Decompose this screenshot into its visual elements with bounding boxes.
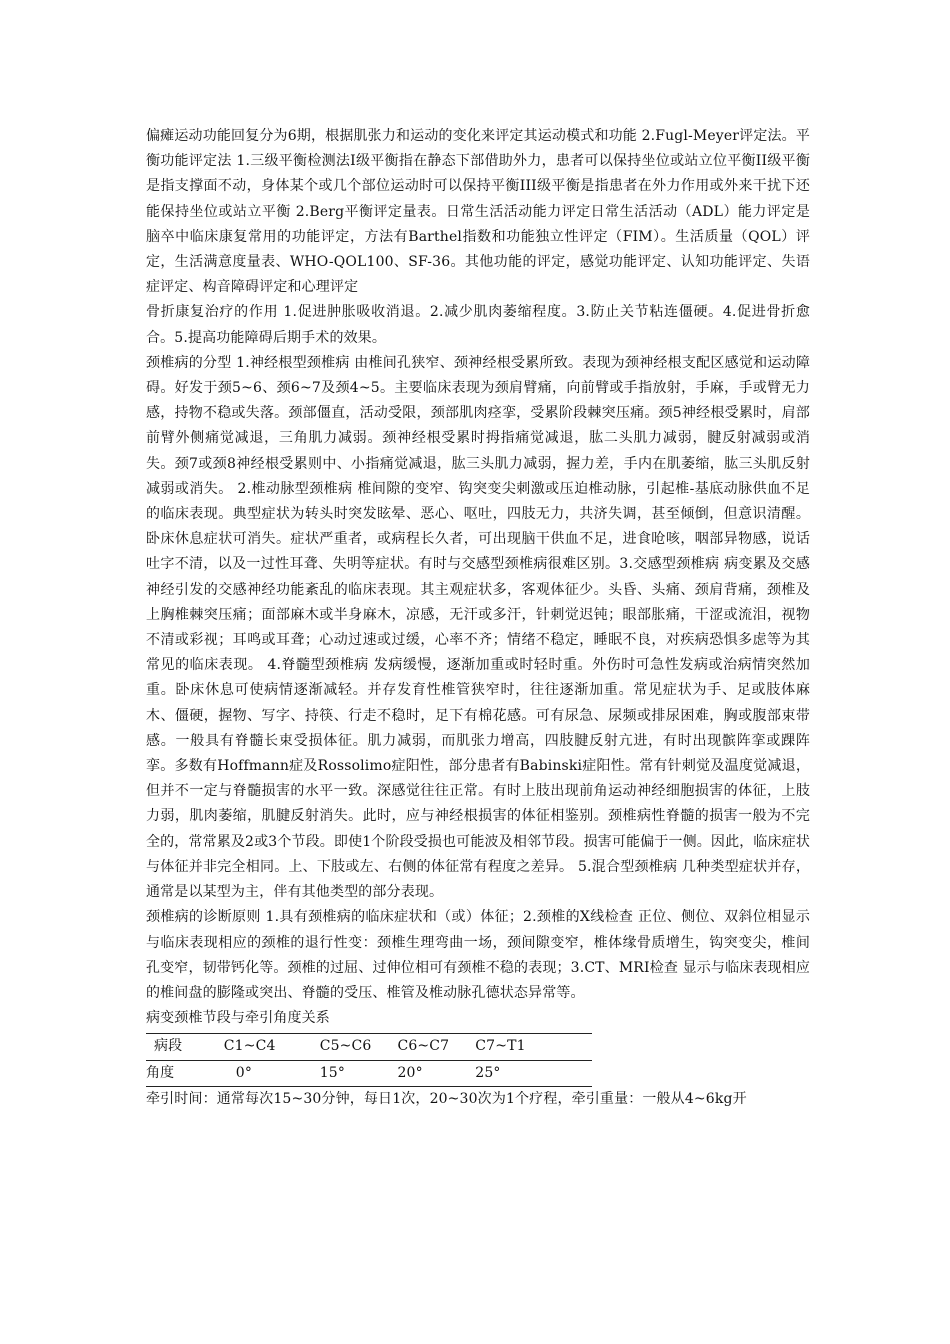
- document-body: [146, 124, 810, 1112]
- table-header-cell: C5~C6: [320, 1034, 398, 1060]
- traction-angle-table: [146, 1033, 592, 1086]
- table-header-cell: 病段: [146, 1034, 224, 1060]
- table-cell: 0°: [224, 1060, 320, 1086]
- paragraph-traction-time: 牵引时间：通常每次15~30分钟，每日1次，20~30次为1个疗程，牵引重量：一般从4~6kg开: [146, 1090, 747, 1107]
- table-cell: 角度: [146, 1060, 224, 1086]
- paragraph-cervical-diagnosis: 颈椎病的诊断原则 1.具有颈椎病的临床症状和（或）体征；2.颈椎的X线检查 正位、侧位、双斜位相显示与临床表现相应的颈椎的退行性变：颈椎生理弯曲一场，颈间隙变窄，椎体缘骨质增生，钩突变尖，椎间孔变窄，韧带钙化等。颈椎的过屈、过伸位相可有颈椎不稳的表现；3.CT、MRI检查 显示与临床表现相应的椎间盘的膨隆或突出、脊髓的受压、椎管及椎动脉孔德状态异常等。: [146, 909, 810, 1001]
- paragraph-rehab-assessment: 偏瘫运动功能回复分为6期，根据肌张力和运动的变化来评定其运动模式和功能 2.Fugl-Meyer评定法。平衡功能评定法 1.三级平衡检测法I级平衡指在静态下部借助外力，患者可以保持坐位或站立位平衡II级平衡是指支撑面不动，身体某个或几个部位运动时可以保持平衡III级平衡是指患者在外力作用或外来干扰下还能保持坐位或站立平衡 2.Berg平衡评定量表。日常生活活动能力评定日常生活活动（ADL）能力评定是脑卒中临床康复常用的功能评定，方法有Barthel指数和功能独立性评定（FIM）。生活质量（QOL）评定，生活满意度量表、WHO-QOL100、SF-36。其他功能的评定，感觉功能评定、认知功能评定、失语症评定、构音障碍评定和心理评定: [146, 128, 810, 296]
- table-row: [146, 1060, 592, 1086]
- table-cell: 20°: [398, 1060, 476, 1086]
- table-header-cell: C1~C4: [224, 1034, 320, 1060]
- paragraph-cervical-types: 颈椎病的分型 1.神经根型颈椎病 由椎间孔狭窄、颈神经根受累所致。表现为颈神经根支配区感觉和运动障碍。好发于颈5~6、颈6~7及颈4~5。主要临床表现为颈肩臂痛，向前臂或手指放射，手麻，手或臂无力感，持物不稳或失落。颈部僵直，活动受限，颈部肌肉痉挛，受累阶段棘突压痛。颈5神经根受累时，肩部前臂外侧痛觉减退，三角肌力减弱。颈神经根受累时拇指痛觉减退，肱二头肌力减弱，腱反射减弱或消失。颈7或颈8神经根受累则中、小指痛觉减退，肱三头肌力减弱，握力差，手内在肌萎缩，肱三头肌反射减弱或消失。 2.椎动脉型颈椎病 椎间隙的变窄、钩突变尖刺激或压迫椎动脉，引起椎-基底动脉供血不足的临床表现。典型症状为转头时突发眩晕、恶心、呕吐，四肢无力，共济失调，甚至倾倒，但意识清醒。卧床休息症状可消失。症状严重者，或病程长久者，可出现脑干供血不足，进食呛咳，咽部异物感，说话吐字不清，以及一过性耳聋、失明等症状。有时与交感型颈椎病很难区别。3.交感型颈椎病 病变累及交感神经引发的交感神经功能紊乱的临床表现。其主观症状多，客观体征少。头昏、头痛、颈肩背痛，颈椎及上胸椎棘突压痛；面部麻木或半身麻木，凉感，无汗或多汗，针刺觉迟钝；眼部胀痛，干涩或流泪，视物不清或彩视；耳鸣或耳聋；心动过速或过缓，心率不齐；情绪不稳定，睡眠不良，对疾病恐惧多虑等为其常见的临床表现。 4.脊髓型颈椎病 发病缓慢，逐渐加重或时轻时重。外伤时可急性发病或治病情突然加重。卧床休息可使病情逐渐减轻。并存发育性椎管狭窄时，往往逐渐加重。常见症状为手、足或肢体麻木、僵硬，握物、写字、持筷、行走不稳时，足下有棉花感。可有尿急、尿频或排尿困难，胸或腹部束带感。一般具有脊髓长束受损体征。肌力减弱，而肌张力增高，四肢腱反射亢进，有时出现髌阵挛或踝阵挛。多数有Hoffmann症及Rossolimo症阳性，部分患者有Babinski症阳性。常有针刺觉及温度觉减退，但并不一定与脊髓损害的水平一致。深感觉往往正常。有时上肢出现前角运动神经细胞损害的体征，上肢力弱，肌肉萎缩，肌腱反射消失。此时，应与神经根损害的体征相鉴别。颈椎病性脊髓的损害一般为不完全的，常常累及2或3个节段。即使1个阶段受损也可能波及相邻节段。损害可能偏于一侧。因此，临床症状与体征并非完全相同。上、下肢或左、右侧的体征常有程度之差异。 5.混合型颈椎病 几种类型症状并存，通常是以某型为主，伴有其他类型的部分表现。: [146, 354, 810, 901]
- table-cell: 15°: [320, 1060, 398, 1086]
- table-header-cell: C6~C7: [398, 1034, 476, 1060]
- paragraph-fracture-rehab: 骨折康复治疗的作用 1.促进肿胀吸收消退。2.减少肌肉萎缩程度。3.防止关节粘连僵硬。4.促进骨折愈合。5.提高功能障碍后期手术的效果。: [146, 304, 810, 346]
- table-header-row: [146, 1034, 592, 1060]
- table-caption: 病变颈椎节段与牵引角度关系: [146, 1010, 330, 1027]
- table-cell: 25°: [475, 1060, 592, 1086]
- table-header-cell: C7~T1: [475, 1034, 592, 1060]
